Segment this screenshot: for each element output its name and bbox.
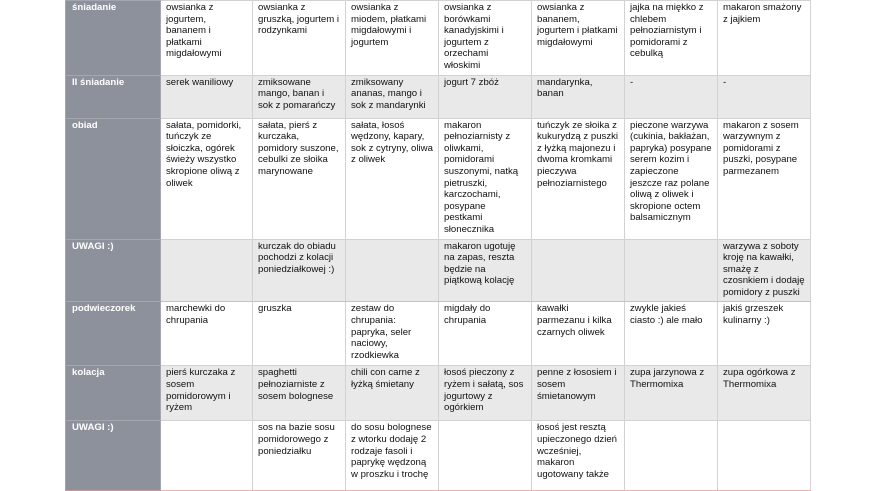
table-cell[interactable]	[439, 366, 532, 421]
table-cell[interactable]	[625, 118, 718, 239]
cell-text: sałata, pomidorki, tuńczyk ze słoiczka, ogórek świeży wszystko skropione oliwą z oliwek	[166, 119, 242, 189]
table-cell[interactable]	[718, 366, 811, 421]
row-header: II śniadanie	[66, 75, 161, 118]
table-cell[interactable]	[253, 118, 346, 239]
table-cell[interactable]	[532, 118, 625, 239]
meal-plan-table	[65, 0, 811, 491]
cell-text: sos na bazie sosu pomidorowego z poniedziałku	[258, 422, 335, 457]
cell-text: tuńczyk ze słoika z kukurydzą z puszki z łyżką majonezu i dwoma kromkami pieczywa pełnoziarnistego	[537, 119, 619, 189]
table-cell[interactable]	[718, 302, 811, 366]
cell-text: chili con carne z łyżką śmietany	[351, 367, 420, 391]
table-cell[interactable]	[253, 421, 346, 491]
cell-text: pieczone warzywa (cukinia, bakłażan, papryka) posypane serem kozim i zapieczone jeszcze raz polane oliwą z oliwek i skropione octem balsamicznym	[630, 119, 712, 224]
cell-text: marchewki do chrupania	[166, 303, 226, 327]
table-cell[interactable]	[439, 118, 532, 239]
table-cell[interactable]	[161, 118, 253, 239]
row-header: UWAGI :)	[66, 421, 161, 491]
cell-text: zmiksowane mango, banan i sok z pomarańczy	[258, 76, 336, 111]
cell-text: -	[630, 76, 634, 88]
table-cell[interactable]	[625, 302, 718, 366]
table-row	[66, 1, 811, 76]
table-cell[interactable]	[718, 1, 811, 76]
table-cell[interactable]	[532, 75, 625, 118]
table-cell[interactable]	[253, 302, 346, 366]
cell-text: łosoś pieczony z ryżem i sałatą, sos jogurtowy z ogórkiem	[444, 367, 524, 414]
table-cell[interactable]	[161, 366, 253, 421]
cell-text: zwykle jakieś ciasto :) ale mało	[630, 303, 703, 327]
table-cell[interactable]	[346, 239, 439, 302]
cell-text: zestaw do chrupania: papryka, seler naciowy, rzodkiewka	[351, 303, 412, 361]
cell-text: migdały do chrupania	[444, 303, 491, 327]
cell-text: zupa ogórkowa z Thermomixa	[723, 367, 796, 391]
cell-text: makaron pełnoziarnisty z oliwkami, pomidorami suszonymi, natką pietruszki, karczochami, posypane pestkami słonecznika	[444, 119, 519, 235]
cell-text: spaghetti pełnoziarniste z sosem bolognese	[258, 367, 334, 402]
row-header: obiad	[66, 118, 161, 239]
table-cell[interactable]	[439, 239, 532, 302]
cell-text: do sosu bolognese z wtorku dodaję 2 rodzaje fasoli i paprykę wędzoną w proszku i trochę	[351, 422, 432, 480]
table-cell[interactable]	[161, 302, 253, 366]
cell-text: jakiś grzeszek kulinarny :)	[723, 303, 784, 327]
cell-text: kurczak do obiadu pochodzi z kolacji poniedziałkowej :)	[258, 240, 336, 275]
cell-text: serek waniliowy	[166, 76, 234, 88]
table-cell[interactable]	[346, 118, 439, 239]
table-cell[interactable]	[439, 1, 532, 76]
cell-text: owsianka z jogurtem, bananem i płatkami migdałowymi	[166, 2, 222, 60]
table-cell[interactable]	[532, 421, 625, 491]
cell-text: kawałki parmezanu i kilka czarnych oliwek	[537, 303, 612, 338]
table-cell[interactable]	[718, 421, 811, 491]
cell-text: zmiksowany ananas, mango i sok z mandarynki	[351, 76, 426, 111]
table-cell[interactable]	[161, 421, 253, 491]
table-cell[interactable]	[346, 1, 439, 76]
table-cell[interactable]	[439, 421, 532, 491]
cell-text: zupa jarzynowa z Thermomixa	[630, 367, 705, 391]
table-cell[interactable]	[532, 239, 625, 302]
cell-text: warzywa z soboty kroję na kawałki, smażę z czosnkiem i dodaję pomidory z puszki	[723, 240, 805, 298]
table-cell[interactable]	[439, 75, 532, 118]
table-cell[interactable]	[718, 118, 811, 239]
row-header: podwieczorek	[66, 302, 161, 366]
row-header: UWAGI :)	[66, 239, 161, 302]
table-cell[interactable]	[718, 75, 811, 118]
row-header: śniadanie	[66, 1, 161, 76]
cell-text: -	[723, 76, 727, 88]
cell-text: owsianka z gruszką, jogurtem i rodzynkami	[258, 2, 340, 37]
table-cell[interactable]	[346, 421, 439, 491]
cell-text: sałata, pierś z kurczaka, pomidory suszone, cebulki ze słoika marynowane	[258, 119, 339, 177]
table-cell[interactable]	[346, 75, 439, 118]
cell-text: owsianka z miodem, płatkami migdałowymi i jogurtem	[351, 2, 427, 48]
cell-text: penne z łososiem i sosem śmietanowym	[537, 367, 617, 402]
table-cell[interactable]	[439, 302, 532, 366]
row-header: kolacja	[66, 366, 161, 421]
cell-text: jajka na miękko z chlebem pełnoziarnistym i pomidorami z cebulką	[630, 2, 704, 60]
table-cell[interactable]	[161, 239, 253, 302]
table-row	[66, 421, 811, 491]
table-cell[interactable]	[253, 1, 346, 76]
table-row	[66, 118, 811, 239]
table-row	[66, 366, 811, 421]
cell-text: gruszka	[258, 303, 292, 315]
cell-text: łosoś jest resztą upieczonego dzień wcześniej, makaron ugotowany także	[537, 422, 618, 480]
table-cell[interactable]	[161, 75, 253, 118]
cell-text: owsianka z bananem, jogurtem i płatkami migdałowymi	[537, 2, 618, 48]
table-cell[interactable]	[625, 366, 718, 421]
cell-text: sałata, łosoś wędzony, kapary, sok z cytryny, oliwa z oliwek	[351, 119, 433, 166]
table-cell[interactable]	[253, 75, 346, 118]
table-cell[interactable]	[253, 366, 346, 421]
cell-text: makaron smażony z jajkiem	[723, 2, 802, 25]
table-cell[interactable]	[532, 366, 625, 421]
table-cell[interactable]	[625, 1, 718, 76]
table-row	[66, 239, 811, 302]
table-row	[66, 75, 811, 118]
table-cell[interactable]	[532, 302, 625, 366]
table-row	[66, 302, 811, 366]
table-cell[interactable]	[625, 239, 718, 302]
cell-text: pierś kurczaka z sosem pomidorowym i ryżem	[166, 367, 236, 414]
table-cell[interactable]	[161, 1, 253, 76]
cell-text: makaron ugotuję na zapas, reszta będzie na piątkową kolację	[444, 240, 516, 287]
cell-text: makaron z sosem warzywnym z pomidorami z puszki, posypane parmezanem	[723, 119, 799, 177]
table-cell[interactable]	[718, 239, 811, 302]
meal-plan-body	[66, 1, 811, 491]
table-cell[interactable]	[346, 366, 439, 421]
table-cell[interactable]	[253, 239, 346, 302]
cell-text: jogurt 7 zbóż	[444, 76, 499, 88]
cell-text: owsianka z borówkami kanadyjskimi i jogurtem z orzechami włoskimi	[444, 2, 504, 71]
table-cell[interactable]	[532, 1, 625, 76]
table-cell[interactable]	[625, 75, 718, 118]
cell-text: mandarynka, banan	[537, 76, 593, 100]
table-cell[interactable]	[346, 302, 439, 366]
table-cell[interactable]	[625, 421, 718, 491]
